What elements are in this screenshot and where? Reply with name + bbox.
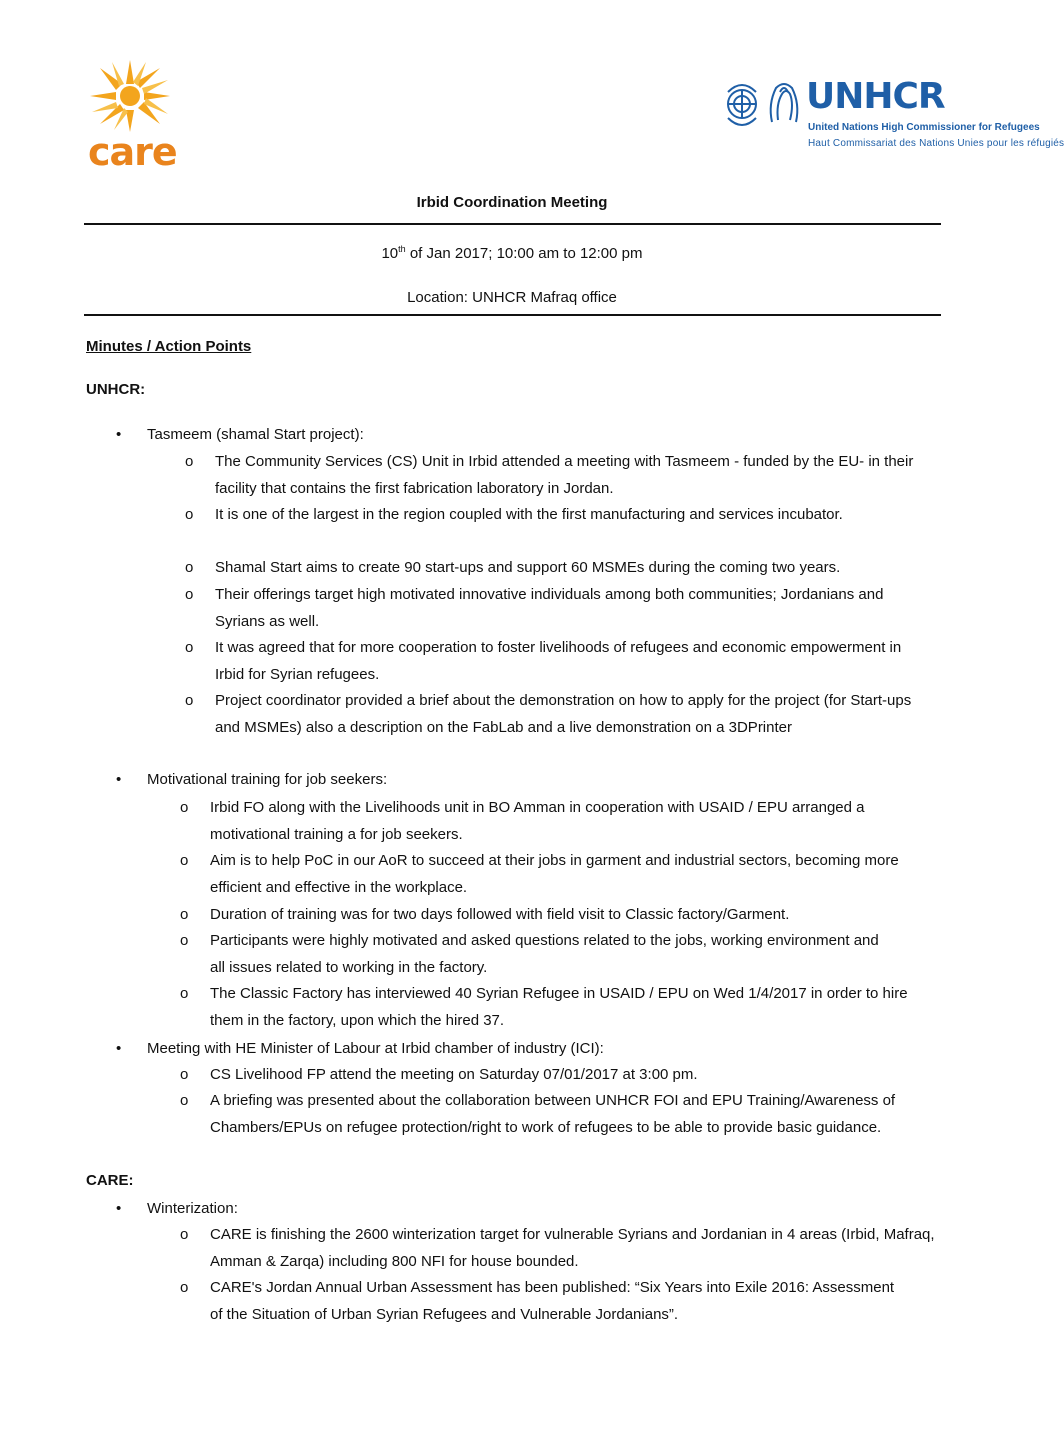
- sub-bullet-icon: o: [185, 639, 194, 656]
- unhcr-logo-text: UNHCR: [806, 76, 945, 117]
- sub-bullet-icon: o: [180, 852, 189, 869]
- sub-item-text: Shamal Start aims to create 90 start-ups and support 60 MSMEs during the coming two years.: [215, 559, 841, 576]
- date-suffix: th: [398, 244, 406, 254]
- sub-item-text: CARE is finishing the 2600 winterization target for vulnerable Syrians and Jordanian in 4 areas (Irbid, Mafraq, Amman & Zarqa) including 800 NFI for house bounded.: [210, 1226, 935, 1270]
- bullet-icon: •: [116, 1200, 122, 1217]
- sub-bullet-icon: o: [185, 453, 194, 470]
- unhcr-logo: [724, 74, 1064, 158]
- bullet-text: Meeting with HE Minister of Labour at Irbid chamber of industry (ICI):: [147, 1040, 604, 1057]
- section-heading-unhcr: UNHCR:: [86, 381, 146, 398]
- minutes-heading: Minutes / Action Points: [86, 338, 252, 355]
- sub-bullet-icon: o: [180, 1279, 189, 1296]
- bullet-text: Tasmeem (shamal Start project):: [147, 426, 364, 443]
- section-heading-care: CARE:: [86, 1172, 134, 1189]
- meeting-title: Irbid Coordination Meeting: [416, 194, 608, 211]
- unhcr-subtitle-fr: Haut Commissariat des Nations Unies pour les réfugiés: [808, 138, 1064, 149]
- unhcr-subtitle-en: United Nations High Commissioner for Refugees: [808, 122, 1040, 133]
- bullet-icon: •: [116, 1040, 122, 1057]
- divider-bottom: [84, 314, 941, 316]
- sub-bullet-icon: o: [185, 692, 194, 709]
- sub-bullet-icon: o: [180, 985, 189, 1002]
- sub-item-text: Irbid FO along with the Livelihoods unit in BO Amman in cooperation with USAID / EPU arranged a motivational training a for job seekers.: [210, 799, 865, 843]
- care-logo-text: care: [88, 130, 177, 174]
- meeting-location: Location: UNHCR Mafraq office: [407, 289, 617, 306]
- bullet-text: Motivational training for job seekers:: [147, 771, 388, 788]
- meeting-date: [0, 244, 1024, 262]
- sub-bullet-icon: o: [185, 506, 194, 523]
- sub-bullet-icon: o: [180, 906, 189, 923]
- sub-item-text: Their offerings target high motivated innovative individuals among both communities; Jordanians and Syrians as well.: [215, 586, 884, 630]
- sub-item-text: Participants were highly motivated and asked questions related to the jobs, working environment and all issues related to working in the factory.: [210, 932, 879, 976]
- sub-item-text: Duration of training was for two days followed with field visit to Classic factory/Garment.: [210, 906, 790, 923]
- date-rest: of Jan 2017; 10:00 am to 12:00 pm: [405, 245, 643, 262]
- sub-bullet-icon: o: [180, 1092, 189, 1109]
- sub-item-text: It is one of the largest in the region coupled with the first manufacturing and services incubator.: [215, 506, 843, 523]
- sub-bullet-icon: o: [185, 559, 194, 576]
- sub-item-text: A briefing was presented about the collaboration between UNHCR FOI and EPU Training/Awareness of Chambers/EPUs on refugee protection/right to work of refugees to be able to provide basic guidance.: [210, 1092, 896, 1136]
- bullet-icon: •: [116, 426, 122, 443]
- sub-item-text: Aim is to help PoC in our AoR to succeed at their jobs in garment and industrial sectors, becoming more efficient and effective in the workplace.: [210, 852, 899, 896]
- sub-bullet-icon: o: [180, 1226, 189, 1243]
- sub-bullet-icon: o: [185, 586, 194, 603]
- bullet-text: Winterization:: [147, 1200, 238, 1217]
- bullet-icon: •: [116, 771, 122, 788]
- sub-item-text: It was agreed that for more cooperation to foster livelihoods of refugees and economic empowerment in Irbid for Syrian refugees.: [215, 639, 902, 683]
- divider-top: [84, 223, 941, 225]
- sub-item-text: The Community Services (CS) Unit in Irbid attended a meeting with Tasmeem - funded by the EU- in their facility that contains the first fabrication laboratory in Jordan.: [215, 453, 914, 497]
- sub-bullet-icon: o: [180, 932, 189, 949]
- sub-item-text: Project coordinator provided a brief about the demonstration on how to apply for the project (for Start-ups and MSMEs) also a description on the FabLab and a live demonstration on a 3DPrinter: [215, 692, 912, 736]
- care-logo: [86, 56, 182, 174]
- sub-item-text: CARE's Jordan Annual Urban Assessment has been published: “Six Years into Exile 2016: Assessment of the Situation of Urban Syrian Refugees and Vulnerable Jordanians”.: [210, 1279, 895, 1323]
- sub-bullet-icon: o: [180, 1066, 189, 1083]
- sub-item-text: CS Livelihood FP attend the meeting on Saturday 07/01/2017 at 3:00 pm.: [210, 1066, 698, 1083]
- care-sunburst-icon: [86, 56, 182, 136]
- date-day: 10: [381, 245, 399, 262]
- un-emblem-icon: [724, 74, 804, 136]
- sub-item-text: The Classic Factory has interviewed 40 Syrian Refugee in USAID / EPU on Wed 1/4/2017 in order to hire them in the factory, upon which the hired 37.: [210, 985, 908, 1029]
- sub-bullet-icon: o: [180, 799, 189, 816]
